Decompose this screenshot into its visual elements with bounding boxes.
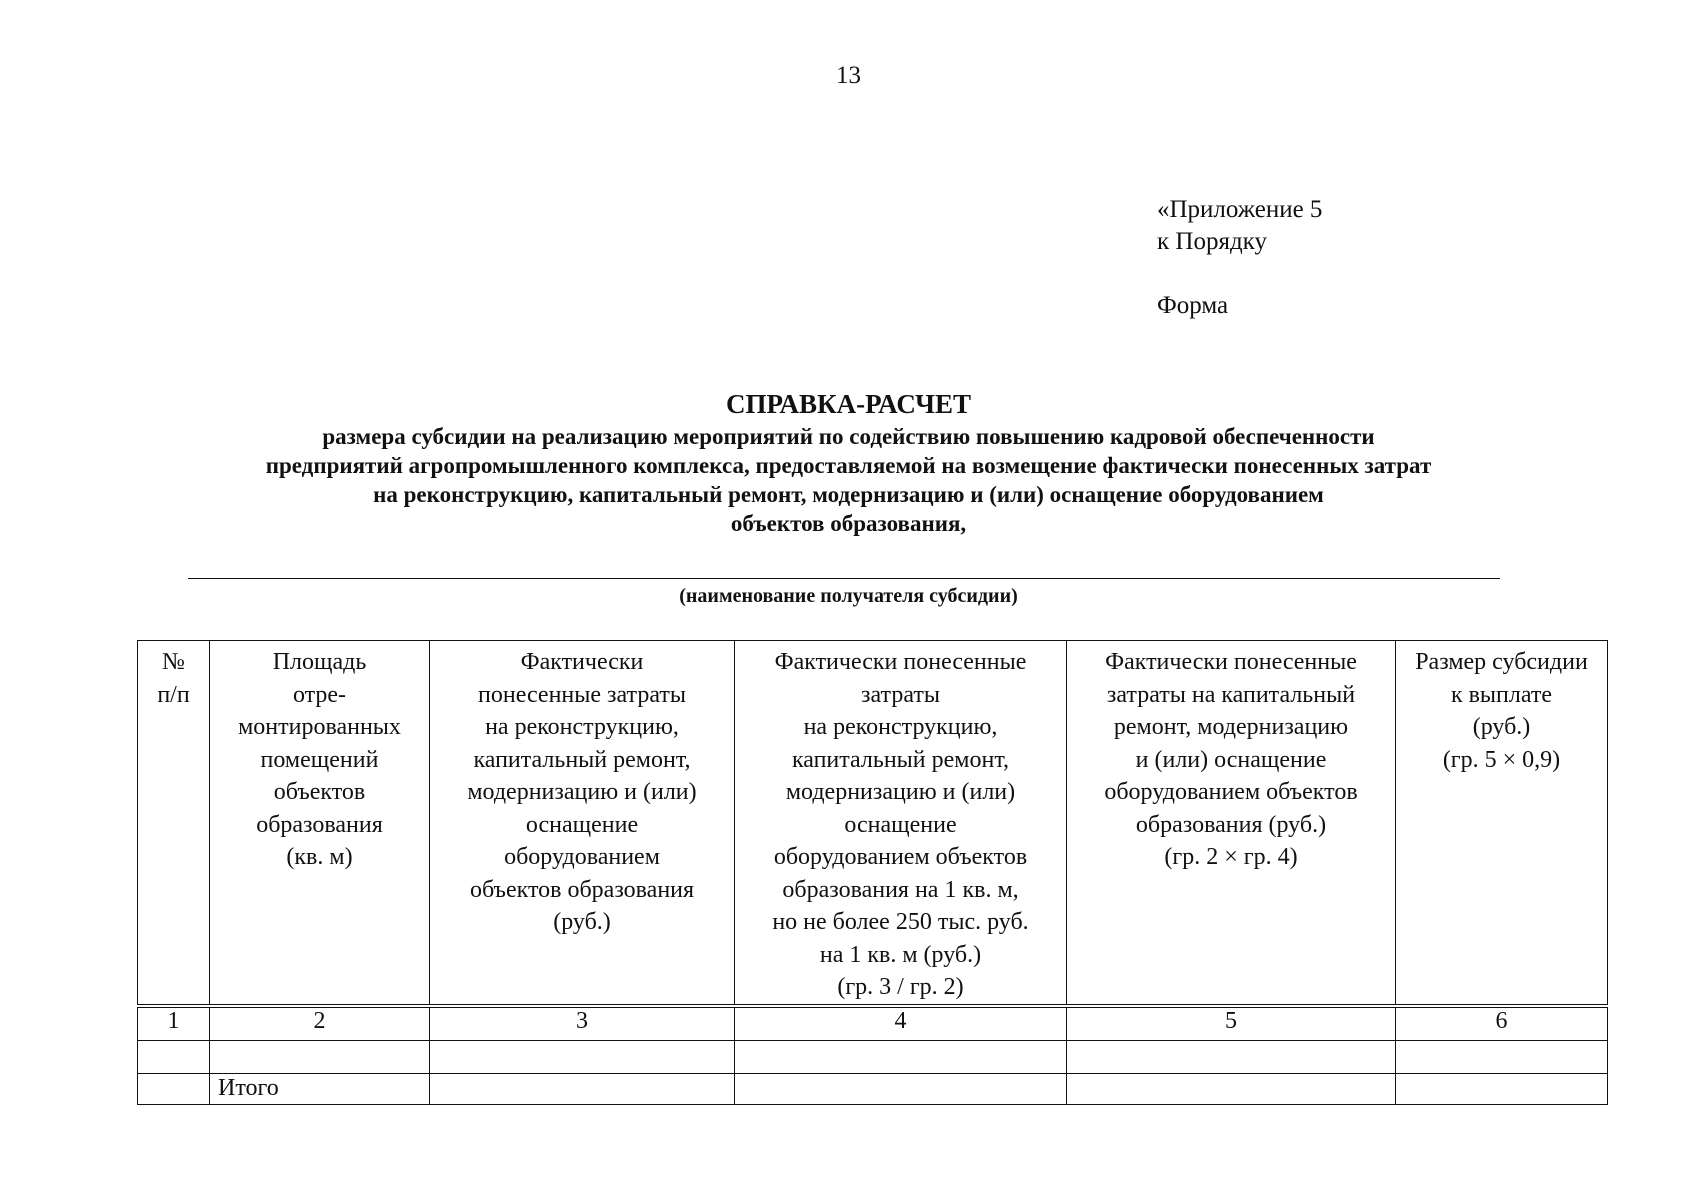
empty-cell (1396, 1073, 1608, 1104)
header-cell-4 (735, 641, 1067, 1006)
table-row (138, 1040, 1608, 1073)
header-cell-2 (210, 641, 430, 1006)
column-number-4: 4 (735, 1006, 1067, 1041)
table-header-row (138, 641, 1608, 1006)
title-line-1: размера субсидии на реализацию мероприятий по содействию повышению кадровой обеспеченности (322, 424, 1375, 449)
header-number: № п/п (157, 649, 190, 708)
total-label: Итого (210, 1073, 430, 1104)
empty-cell (735, 1040, 1067, 1073)
document-title: СПРАВКА-РАСЧЕТ (726, 389, 971, 419)
column-number-3: 3 (430, 1006, 735, 1041)
title-line-4: объектов образования, (730, 511, 967, 536)
column-number-1: 1 (138, 1006, 210, 1041)
empty-cell (1396, 1040, 1608, 1073)
recipient-name-line (188, 578, 1500, 579)
empty-cell (430, 1073, 735, 1104)
empty-cell (430, 1040, 735, 1073)
header-costs-capital-repair: Фактически понесенные затраты на капитальный ремонт, модернизацию и (или) оснащение оборудованием объектов образования (руб.) (гр. 2 × гр. 4) (1104, 649, 1358, 870)
empty-cell (1067, 1073, 1396, 1104)
document-title-block (100, 386, 1597, 538)
recipient-caption: (наименование получателя субсидии) (679, 585, 1018, 607)
column-number-2: 2 (210, 1006, 430, 1041)
title-line-2: предприятий агропромышленного комплекса, предоставляемой на возмещение фактически понесенных затрат (265, 453, 1432, 478)
column-number-5: 5 (1067, 1006, 1396, 1041)
empty-cell (138, 1040, 210, 1073)
header-area: Площадь отре- монтированных помещений объектов образования (кв. м) (238, 649, 401, 870)
header-cell-6 (1396, 641, 1608, 1006)
form-label: Форма (1157, 292, 1229, 319)
empty-cell (735, 1073, 1067, 1104)
annex-block (1157, 194, 1322, 322)
header-subsidy-amount: Размер субсидии к выплате (руб.) (гр. 5 × 0,9) (1415, 649, 1588, 773)
subsidy-calculation-table (137, 640, 1608, 1105)
annex-title: «Приложение 5 (1157, 196, 1323, 223)
header-cell-3 (430, 641, 735, 1006)
empty-cell (210, 1040, 430, 1073)
title-line-3: на реконструкцию, капитальный ремонт, модернизацию и (или) оснащение оборудованием (373, 482, 1324, 507)
column-number-row (138, 1006, 1608, 1041)
header-costs-per-sqm: Фактически понесенные затраты на реконструкцию, капитальный ремонт, модернизацию и (или) оснащение оборудованием объектов образования на 1 кв. м, но не более 250 тыс. руб. на 1 кв. м (руб.) (гр. 3 / гр. 2) (772, 649, 1029, 1000)
header-cell-5 (1067, 641, 1396, 1006)
page-number: 13 (836, 62, 861, 89)
empty-cell (138, 1073, 210, 1104)
annex-reference: к Порядку (1157, 228, 1267, 255)
header-actual-costs: Фактически понесенные затраты на реконструкцию, капитальный ремонт, модернизацию и (или) оснащение оборудованием объектов образования (руб.) (467, 649, 697, 935)
column-number-6: 6 (1396, 1006, 1608, 1041)
empty-cell (1067, 1040, 1396, 1073)
header-cell-1 (138, 641, 210, 1006)
total-row (138, 1073, 1608, 1104)
